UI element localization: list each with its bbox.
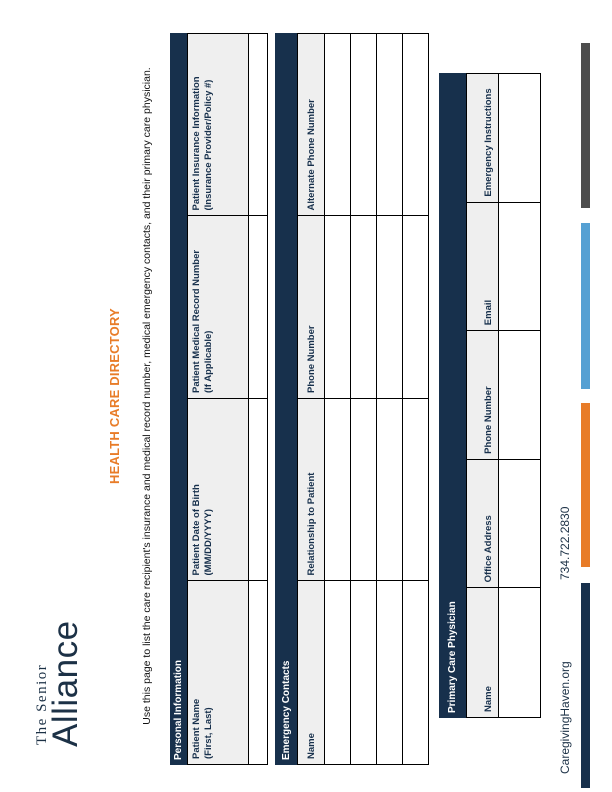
- primary-care-physician-body: [466, 73, 541, 718]
- empty-field: [403, 399, 428, 582]
- header-line: Patient Insurance Information: [191, 76, 202, 211]
- personal-information-section-header: Personal Information: [170, 33, 187, 765]
- physician-header-row: [467, 74, 498, 717]
- empty-field: [325, 582, 350, 765]
- empty-field: [499, 203, 540, 332]
- column-header: Phone Number: [467, 331, 498, 460]
- empty-field: [351, 582, 376, 765]
- header-subline: (If Applicable): [203, 330, 215, 393]
- column-header: Office Address: [467, 460, 498, 589]
- empty-field: [377, 34, 402, 217]
- footer-bar-navy: [581, 583, 590, 788]
- empty-field: [325, 34, 350, 217]
- empty-field: [325, 217, 350, 400]
- logo-line-1: The Senior: [34, 663, 50, 745]
- personal-header-row: [188, 34, 248, 764]
- empty-field: [403, 217, 428, 400]
- empty-field: [377, 582, 402, 765]
- column-header: Phone Number: [298, 217, 324, 400]
- column-header: Email: [467, 203, 498, 332]
- empty-field: [249, 582, 267, 765]
- empty-field: [351, 34, 376, 217]
- personal-empty-row: [248, 34, 267, 764]
- primary-care-physician-table: [439, 73, 541, 718]
- empty-field: [249, 34, 267, 217]
- emergency-empty-row: [376, 34, 402, 764]
- column-header: [188, 582, 248, 765]
- empty-field: [351, 217, 376, 400]
- column-header: Name: [483, 686, 494, 712]
- physician-empty-row: [498, 74, 540, 717]
- emergency-header-row: [298, 34, 324, 764]
- instruction-text: Use this page to list the care recipient's insurance and medical record number, medical emergency contacts, and their primary care physician.: [141, 67, 153, 725]
- emergency-empty-row: [350, 34, 376, 764]
- primary-care-physician-section-header: Primary Care Physician: [439, 73, 466, 718]
- empty-field: [499, 74, 540, 203]
- empty-field: [249, 399, 267, 582]
- empty-field: [499, 588, 540, 717]
- column-header: [188, 34, 248, 217]
- emergency-contacts-body: [297, 33, 429, 765]
- column-header: [188, 217, 248, 400]
- header-line: Patient Medical Record Number: [191, 249, 202, 393]
- column-header: Name: [305, 733, 317, 759]
- empty-field: [499, 331, 540, 460]
- footer-bar-orange: [581, 403, 590, 567]
- footer-bar-blue: [581, 223, 590, 389]
- empty-field: [403, 582, 428, 765]
- column-header: Emergency Instructions: [467, 74, 498, 203]
- header-line: Patient Date of Birth: [191, 484, 202, 576]
- footer-bar-gray: [581, 43, 590, 208]
- empty-field: [325, 399, 350, 582]
- senior-alliance-logo: [34, 620, 83, 747]
- personal-information-body: [187, 33, 268, 765]
- empty-field: [249, 217, 267, 400]
- empty-field: [499, 460, 540, 589]
- header-subline: (Insurance Provider/Policy #): [203, 79, 215, 211]
- empty-field: [377, 399, 402, 582]
- logo-line-2: Alliance: [46, 620, 85, 747]
- empty-field: [403, 34, 428, 217]
- header-line: Patient Name: [191, 698, 202, 759]
- column-header: [188, 399, 248, 582]
- personal-information-table: [170, 33, 268, 765]
- emergency-contacts-section-header: Emergency Contacts: [275, 33, 297, 765]
- header-subline: (MM/DD/YYYY): [203, 509, 215, 576]
- page-title: HEALTH CARE DIRECTORY: [107, 308, 122, 484]
- header-subline: (First, Last): [203, 707, 215, 759]
- empty-field: [377, 217, 402, 400]
- empty-field: [351, 399, 376, 582]
- emergency-contacts-table: [275, 33, 429, 765]
- footer-phone: 734.722.2830: [558, 506, 572, 580]
- column-header: Relationship to Patient: [298, 399, 324, 582]
- emergency-empty-row: [402, 34, 428, 764]
- footer-website: CaregivingHaven.org: [558, 661, 572, 774]
- emergency-empty-row: [324, 34, 350, 764]
- column-header: Alternate Phone Number: [298, 34, 324, 217]
